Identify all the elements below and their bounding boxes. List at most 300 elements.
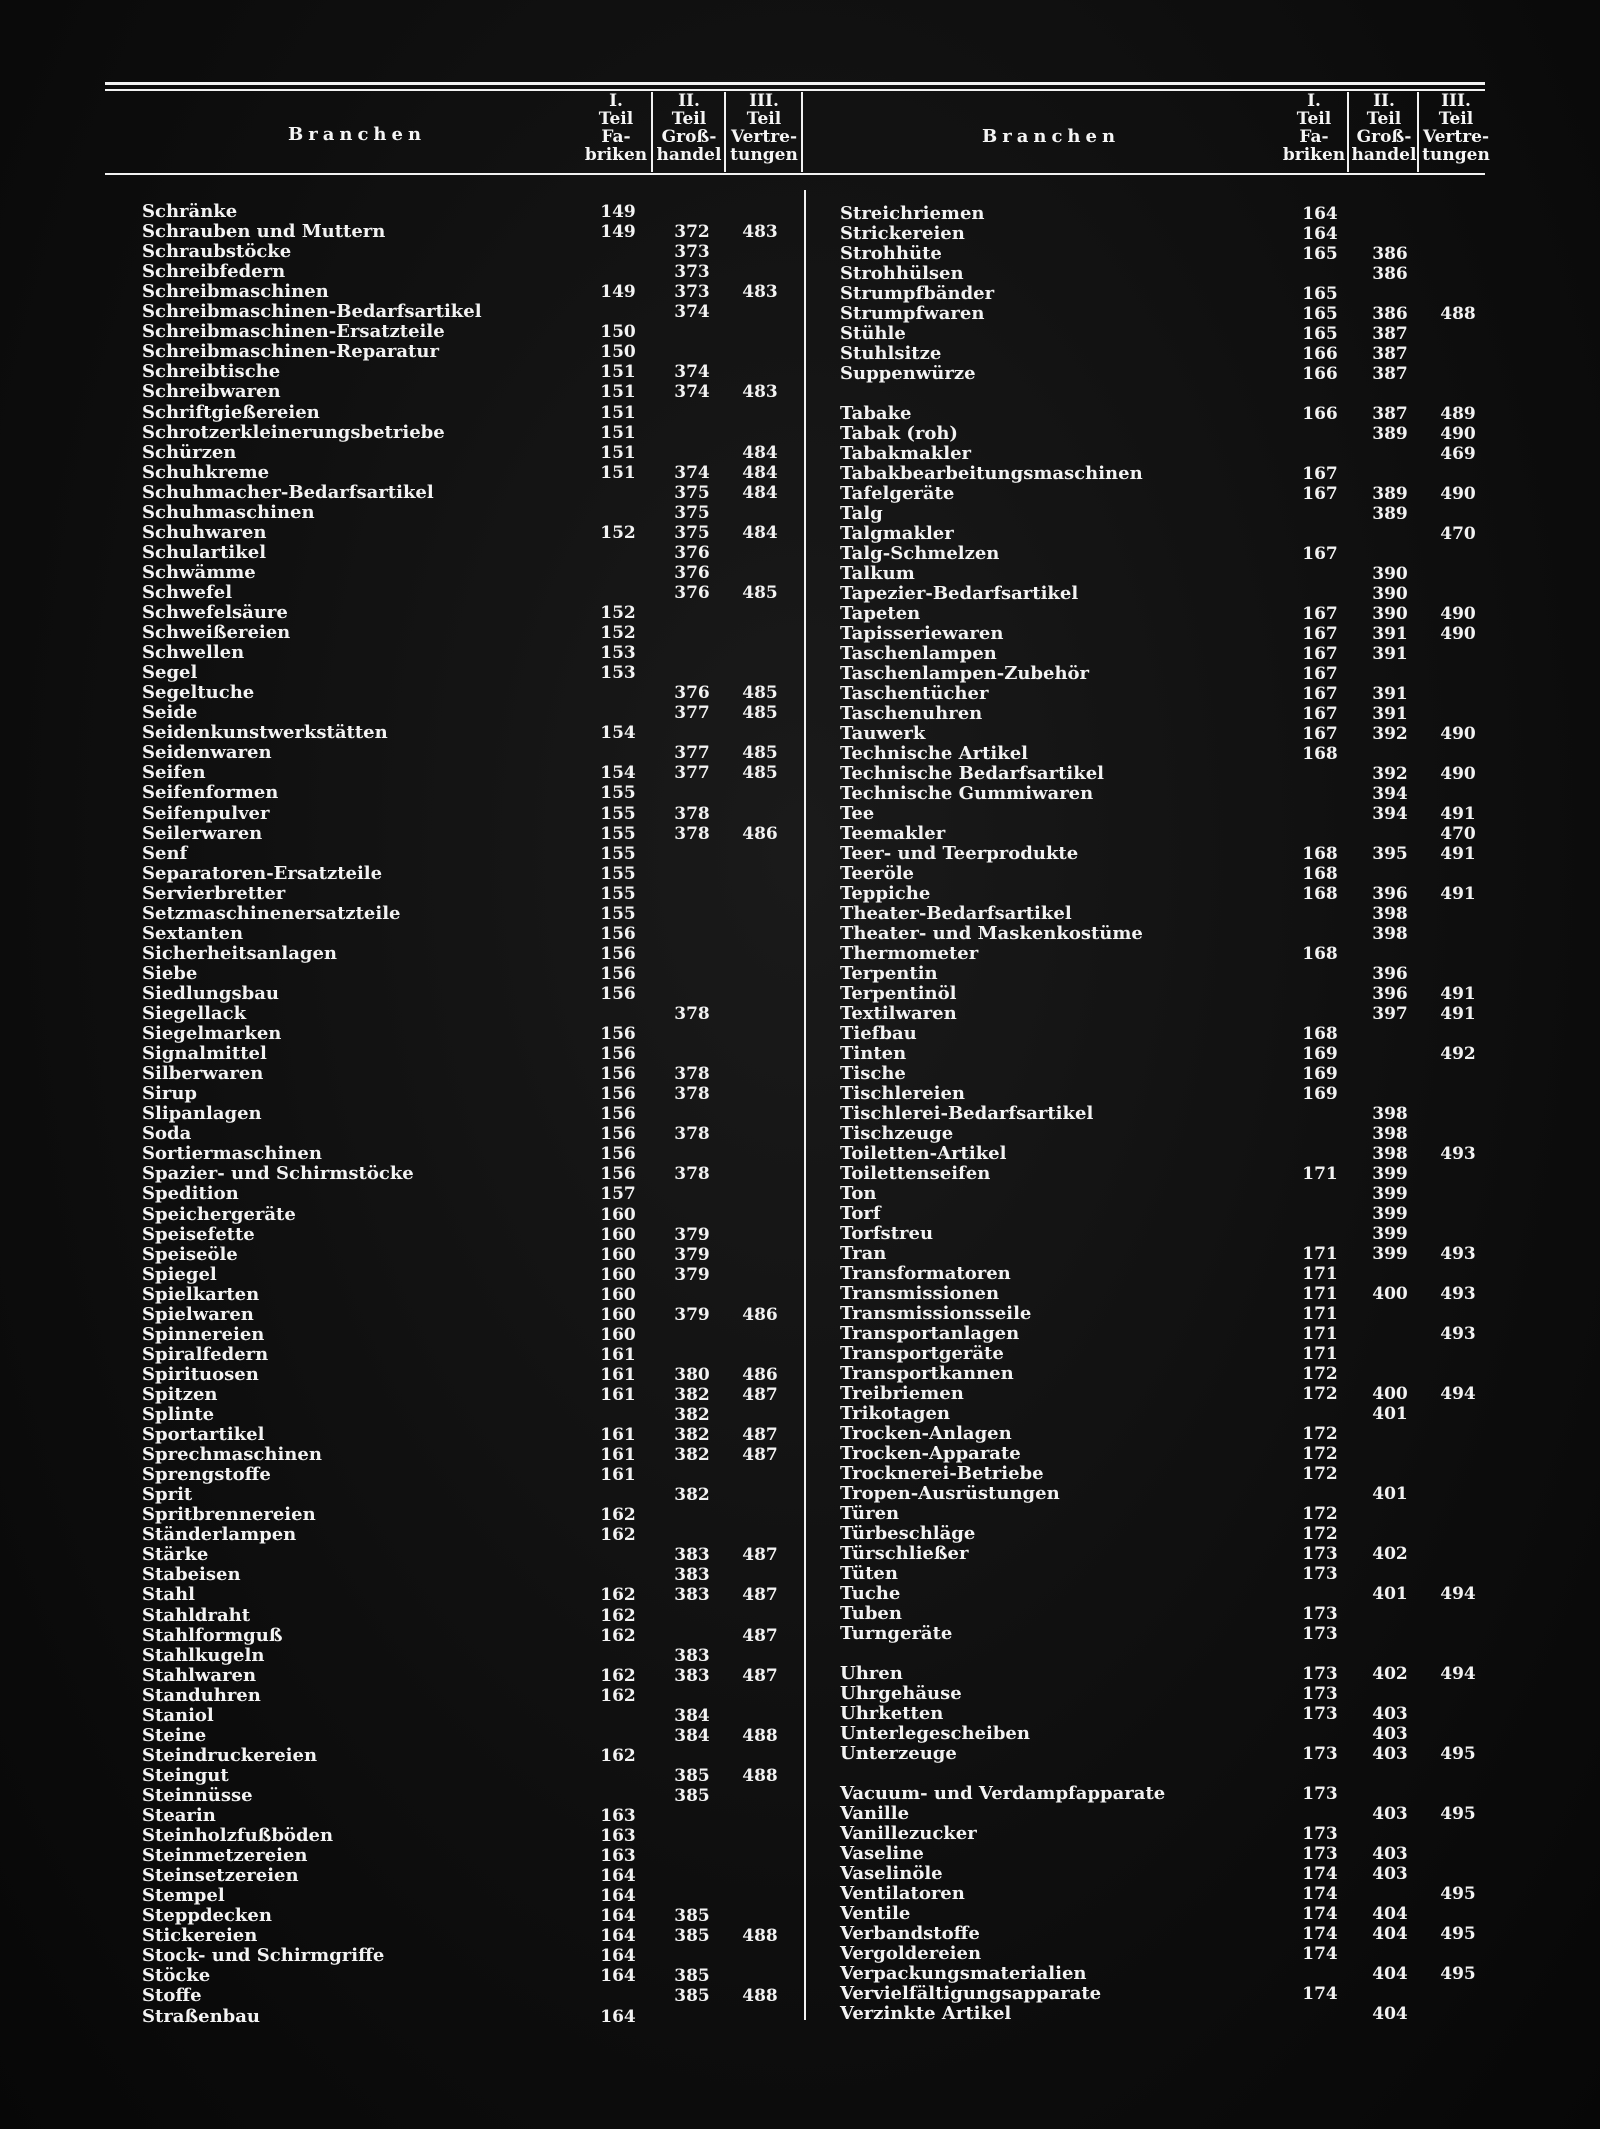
entry-teil-1-page: 168 <box>1302 1024 1338 1044</box>
entry-name: Vaselinöle <box>840 1863 943 1884</box>
entry-name: Taschenlampen <box>840 643 997 664</box>
entry-name: Strohhüte <box>840 243 942 264</box>
entry-teil-2-page: 396 <box>1372 984 1408 1004</box>
index-entry <box>142 884 922 904</box>
entry-teil-2-page: 386 <box>1372 244 1408 264</box>
entry-name: Talg-Schmelzen <box>840 543 1000 564</box>
index-entry <box>840 1444 1600 1464</box>
index-entry <box>142 1084 922 1104</box>
entry-name: Ton <box>840 1183 877 1204</box>
entry-teil-1-page: 162 <box>600 1605 636 1626</box>
entry-name: Torf <box>840 1203 881 1224</box>
entry-name: Schreibtische <box>142 361 281 383</box>
entry-teil-2-page: 378 <box>674 1164 710 1185</box>
entry-teil-3-page: 470 <box>1440 824 1476 844</box>
index-entry <box>142 603 922 623</box>
entry-teil-2-page: 391 <box>1372 644 1408 664</box>
entry-name: Sextanten <box>142 922 244 944</box>
index-entry <box>840 1004 1600 1024</box>
index-entry <box>142 302 922 322</box>
entry-teil-1-page: 172 <box>1302 1424 1338 1444</box>
entry-name: Teemakler <box>840 823 946 844</box>
index-entry <box>142 1866 922 1886</box>
entry-name: Schuhwaren <box>142 521 267 543</box>
entry-teil-2-page: 374 <box>674 462 710 483</box>
index-entry <box>142 1706 922 1726</box>
entry-teil-2-page: 378 <box>674 1124 710 1145</box>
entry-teil-2-page: 400 <box>1372 1384 1408 1404</box>
entry-teil-1-page: 160 <box>600 1264 636 1285</box>
entry-teil-1-page: 173 <box>1302 1564 1338 1584</box>
index-entry <box>142 1505 922 1525</box>
entry-name: Vanillezucker <box>840 1823 977 1844</box>
index-entry <box>840 384 1600 404</box>
index-entry <box>142 322 922 342</box>
index-entry <box>142 222 922 242</box>
index-entry <box>142 1826 922 1846</box>
entry-teil-1-page: 174 <box>1302 1924 1338 1944</box>
index-entry <box>142 824 922 844</box>
entry-name: Tiefbau <box>840 1023 917 1044</box>
entry-name: Seidenkunstwerkstätten <box>142 722 388 744</box>
index-entry <box>840 1264 1600 1284</box>
entry-name: Tropen-Ausrüstungen <box>840 1483 1060 1504</box>
entry-teil-1-page: 167 <box>1302 464 1338 484</box>
index-entry <box>840 2004 1600 2024</box>
entry-teil-2-page: 399 <box>1372 1224 1408 1244</box>
entry-name: Tische <box>840 1063 906 1084</box>
entry-teil-1-page: 154 <box>600 723 636 744</box>
entry-teil-1-page: 152 <box>600 522 636 543</box>
entry-teil-2-page: 382 <box>674 1445 710 1466</box>
entry-teil-1-page: 173 <box>1302 1624 1338 1644</box>
index-entry <box>142 583 922 603</box>
index-entry <box>840 1284 1600 1304</box>
index-entry <box>840 524 1600 544</box>
entry-teil-2-page: 385 <box>674 1785 710 1806</box>
entry-name: Tuche <box>840 1583 901 1604</box>
entry-teil-2-page: 396 <box>1372 964 1408 984</box>
entry-teil-1-page: 162 <box>600 1625 636 1646</box>
index-entry <box>142 663 922 683</box>
entry-teil-2-page: 394 <box>1372 804 1408 824</box>
entry-teil-2-page: 404 <box>1372 1964 1408 1984</box>
entry-name: Schuhmacher-Bedarfsartikel <box>142 481 434 503</box>
entry-teil-1-page: 156 <box>600 1044 636 1065</box>
entry-teil-1-page: 173 <box>1302 1664 1338 1684</box>
entry-teil-1-page: 173 <box>1302 1604 1338 1624</box>
index-entry <box>142 643 922 663</box>
index-entry <box>840 664 1600 684</box>
index-entry <box>840 1824 1600 1844</box>
entry-name: Sprechmaschinen <box>142 1444 322 1466</box>
entry-name: Schwellen <box>142 642 245 664</box>
index-entry <box>142 403 922 423</box>
entry-name: Stempel <box>142 1885 225 1907</box>
entry-name: Schreibmaschinen-Bedarfsartikel <box>142 301 482 323</box>
entry-name: Steine <box>142 1724 207 1746</box>
entry-teil-3-page: 490 <box>1440 624 1476 644</box>
entry-name: Seifenformen <box>142 782 279 804</box>
index-entry <box>840 644 1600 664</box>
index-entry <box>840 1084 1600 1104</box>
index-entry <box>142 2007 922 2027</box>
entry-name: Splinte <box>142 1404 215 1425</box>
entry-teil-1-page: 161 <box>600 1344 636 1365</box>
index-entry <box>840 884 1600 904</box>
entry-name: Tran <box>840 1243 887 1264</box>
index-entry <box>142 1445 922 1465</box>
entry-teil-1-page: 165 <box>1302 324 1338 344</box>
entry-name: Stearin <box>142 1805 216 1826</box>
index-entry <box>840 1344 1600 1364</box>
entry-teil-1-page: 155 <box>600 863 636 884</box>
entry-teil-2-page: 394 <box>1372 784 1408 804</box>
entry-name: Torfstreu <box>840 1223 934 1244</box>
index-entry <box>840 924 1600 944</box>
entry-teil-2-page: 384 <box>674 1725 710 1746</box>
entry-teil-2-page: 397 <box>1372 1004 1408 1024</box>
entry-name: Standuhren <box>142 1684 261 1706</box>
left-col1-header: I. Teil Fa- briken <box>584 91 648 165</box>
index-entry <box>142 1405 922 1425</box>
entry-name: Thermometer <box>840 943 979 964</box>
entry-name: Trocknerei-Betriebe <box>840 1463 1044 1484</box>
entry-teil-1-page: 172 <box>1302 1504 1338 1524</box>
entry-teil-3-page: 490 <box>1440 484 1476 504</box>
left-hdr-divider-3 <box>801 92 803 172</box>
entry-name: Stühle <box>840 323 906 344</box>
entry-teil-1-page: 172 <box>1302 1524 1338 1544</box>
entry-teil-1-page: 171 <box>1302 1304 1338 1324</box>
index-entry <box>142 1104 922 1124</box>
index-entry <box>142 1144 922 1164</box>
entry-teil-2-page: 398 <box>1372 1144 1408 1164</box>
entry-teil-2-page: 379 <box>674 1244 710 1265</box>
entry-teil-1-page: 173 <box>1302 1544 1338 1564</box>
index-entry <box>840 864 1600 884</box>
entry-name: Staniol <box>142 1704 214 1726</box>
entry-teil-1-page: 152 <box>600 623 636 644</box>
index-entry <box>142 262 922 282</box>
index-entry <box>142 864 922 884</box>
entry-name: Straßenbau <box>142 2005 261 2027</box>
entry-name: Strumpfwaren <box>840 303 985 324</box>
entry-name: Tapezier-Bedarfsartikel <box>840 583 1079 604</box>
entry-teil-3-page: 488 <box>742 1765 778 1786</box>
entry-teil-1-page: 162 <box>600 1665 636 1686</box>
entry-teil-1-page: 169 <box>1302 1064 1338 1084</box>
entry-teil-1-page: 171 <box>1302 1344 1338 1364</box>
entry-teil-1-page: 156 <box>600 1024 636 1045</box>
index-entry <box>142 1124 922 1144</box>
entry-teil-1-page: 164 <box>600 1926 636 1947</box>
entry-teil-1-page: 161 <box>600 1465 636 1486</box>
index-entry <box>840 1664 1600 1684</box>
entry-name: Siedlungsbau <box>142 982 279 1004</box>
entry-teil-3-page: 494 <box>1440 1384 1476 1404</box>
entry-name: Technische Artikel <box>840 743 1029 764</box>
index-entry <box>840 964 1600 984</box>
left-col2-header: II. Teil Groß- handel <box>656 91 722 165</box>
index-entry <box>840 1104 1600 1124</box>
entry-teil-2-page: 403 <box>1372 1804 1408 1824</box>
entry-teil-1-page: 166 <box>1302 404 1338 424</box>
entry-name: Schweißereien <box>142 622 291 644</box>
entry-teil-2-page: 387 <box>1372 344 1408 364</box>
entry-teil-2-page: 399 <box>1372 1244 1408 1264</box>
entry-name: Transmissionen <box>840 1283 1000 1304</box>
index-entry <box>840 464 1600 484</box>
entry-teil-2-page: 379 <box>674 1304 710 1325</box>
entry-name: Silberwaren <box>142 1063 264 1085</box>
index-entry <box>840 424 1600 444</box>
entry-name: Schwämme <box>142 561 256 583</box>
entry-name: Schreibwaren <box>142 381 281 403</box>
index-entry <box>840 404 1600 424</box>
index-entry <box>142 783 922 803</box>
entry-name: Transportkannen <box>840 1363 1014 1384</box>
entry-teil-1-page: 167 <box>1302 604 1338 624</box>
entry-name: Uhren <box>840 1663 903 1684</box>
entry-teil-1-page: 152 <box>600 603 636 623</box>
entry-name: Sirup <box>142 1083 197 1105</box>
entry-teil-1-page: 155 <box>600 823 636 844</box>
entry-name: Tabakmakler <box>840 443 972 464</box>
right-col2-header: II. Teil Groß- handel <box>1351 91 1417 165</box>
entry-name: Treibriemen <box>840 1383 964 1404</box>
entry-name: Spirituosen <box>142 1363 259 1385</box>
entry-teil-1-page: 171 <box>1302 1284 1338 1304</box>
entry-teil-3-page: 495 <box>1440 1924 1476 1944</box>
entry-name: Steinholzfußböden <box>142 1825 334 1847</box>
entry-name: Sprengstoffe <box>142 1464 271 1486</box>
entry-name: Verzinkte Artikel <box>840 2003 1012 2024</box>
index-entry <box>142 1004 922 1024</box>
entry-teil-1-page: 163 <box>600 1846 636 1867</box>
index-entry <box>840 984 1600 1004</box>
entry-name: Steindruckereien <box>142 1744 318 1766</box>
index-entry <box>840 1324 1600 1344</box>
entry-name: Türen <box>840 1503 900 1524</box>
entry-teil-2-page: 375 <box>674 522 710 543</box>
index-entry <box>142 1345 922 1365</box>
index-entry <box>840 484 1600 504</box>
entry-teil-3-page: 494 <box>1440 1584 1476 1604</box>
index-entry <box>142 1585 922 1605</box>
entry-teil-1-page: 164 <box>1302 224 1338 244</box>
entry-teil-2-page: 385 <box>674 1906 710 1927</box>
entry-name: Suppenwürze <box>840 363 976 384</box>
entry-name: Transformatoren <box>840 1263 1011 1284</box>
entry-teil-3-page: 485 <box>742 582 778 603</box>
entry-teil-1-page: 166 <box>1302 364 1338 384</box>
entry-teil-1-page: 173 <box>1302 1784 1338 1804</box>
entry-teil-3-page: 489 <box>1440 404 1476 424</box>
entry-teil-1-page: 156 <box>600 1104 636 1125</box>
entry-name: Tabakbearbeitungsmaschinen <box>840 463 1143 484</box>
entry-teil-2-page: 380 <box>674 1364 710 1385</box>
index-entry <box>840 544 1600 564</box>
index-entry <box>840 1124 1600 1144</box>
index-entry <box>142 523 922 543</box>
index-entry <box>142 1803 922 1826</box>
index-entry <box>142 282 922 302</box>
entry-teil-1-page: 168 <box>1302 864 1338 884</box>
entry-teil-2-page: 403 <box>1372 1864 1408 1884</box>
entry-name: Schreibmaschinen <box>142 281 329 303</box>
entry-teil-1-page: 160 <box>600 1304 636 1325</box>
entry-name: Türschließer <box>840 1543 969 1564</box>
entry-teil-1-page: 155 <box>600 843 636 864</box>
entry-teil-1-page: 156 <box>600 1064 636 1085</box>
entry-teil-3-page: 491 <box>1440 884 1476 904</box>
entry-name: Signalmittel <box>142 1043 267 1065</box>
entry-name: Transmissionsseile <box>840 1303 1032 1324</box>
entry-teil-3-page: 491 <box>1440 984 1476 1004</box>
entry-teil-2-page: 383 <box>674 1645 710 1666</box>
entry-teil-2-page: 390 <box>1372 584 1408 604</box>
entry-name: Schraubstöcke <box>142 241 292 263</box>
index-entry <box>142 1646 922 1666</box>
entry-teil-2-page: 400 <box>1372 1284 1408 1304</box>
index-entry <box>840 1864 1600 1884</box>
index-entry <box>840 1524 1600 1544</box>
entry-teil-2-page: 391 <box>1372 684 1408 704</box>
entry-teil-3-page: 487 <box>742 1545 778 1566</box>
entry-teil-2-page: 378 <box>674 823 710 844</box>
entry-teil-1-page: 172 <box>1302 1444 1338 1464</box>
index-entry <box>840 1384 1600 1404</box>
entry-name: Vaseline <box>840 1843 924 1864</box>
index-entry <box>840 1224 1600 1244</box>
entry-teil-1-page: 168 <box>1302 944 1338 964</box>
index-entry <box>142 1545 922 1565</box>
entry-teil-1-page: 149 <box>600 222 636 243</box>
entry-teil-1-page: 161 <box>600 1425 636 1446</box>
index-entry <box>142 1966 922 1986</box>
entry-name: Terpentin <box>840 963 938 984</box>
entry-name: Steinmetzereien <box>142 1845 308 1867</box>
entry-name: Segel <box>142 662 198 684</box>
entry-name: Sicherheitsanlagen <box>142 942 338 964</box>
index-entry <box>840 1704 1600 1724</box>
index-entry <box>142 543 922 563</box>
entry-teil-3-page: 494 <box>1440 1664 1476 1684</box>
entry-name: Siegellack <box>142 1003 247 1024</box>
entry-teil-3-page: 485 <box>742 763 778 784</box>
entry-teil-3-page: 486 <box>742 1304 778 1325</box>
entry-teil-2-page: 390 <box>1372 564 1408 584</box>
entry-name: Seide <box>142 702 198 724</box>
index-entry <box>840 1564 1600 1584</box>
entry-teil-2-page: 389 <box>1372 504 1408 524</box>
index-entry <box>840 684 1600 704</box>
index-entry <box>840 1244 1600 1264</box>
entry-teil-1-page: 161 <box>600 1445 636 1466</box>
entry-name: Tee <box>840 803 875 824</box>
top-rule <box>105 82 1485 85</box>
entry-teil-1-page: 150 <box>600 342 636 363</box>
entry-name: Stuhlsitze <box>840 343 942 364</box>
entry-name: Schwefel <box>142 581 233 603</box>
entry-name: Servierbretter <box>142 882 286 904</box>
entry-name: Stöcke <box>142 1965 211 1987</box>
index-entry <box>840 1404 1600 1424</box>
entry-name: Schürzen <box>142 441 237 463</box>
index-entry <box>840 504 1600 524</box>
entry-name: Schriftgießereien <box>142 401 320 423</box>
entry-teil-2-page: 383 <box>674 1565 710 1586</box>
entry-teil-1-page: 156 <box>600 943 636 964</box>
index-entry <box>142 1365 922 1385</box>
entry-name: Turngeräte <box>840 1623 953 1644</box>
entry-teil-1-page: 164 <box>1302 204 1338 224</box>
entry-teil-2-page: 382 <box>674 1485 710 1506</box>
entry-teil-2-page: 377 <box>674 703 710 724</box>
index-entry <box>142 1686 922 1706</box>
entry-name: Stickereien <box>142 1925 258 1947</box>
entry-name: Vergoldereien <box>840 1943 982 1964</box>
index-entry <box>142 202 922 222</box>
index-entry <box>142 1325 922 1345</box>
index-entry <box>840 824 1600 844</box>
entry-name: Stahlformguß <box>142 1624 283 1646</box>
index-entry <box>142 703 922 723</box>
left-branchen-header: Branchen <box>288 124 427 145</box>
entry-name: Tabak (roh) <box>840 423 958 444</box>
entry-teil-3-page: 490 <box>1440 764 1476 784</box>
index-entry <box>142 1726 922 1746</box>
entry-name: Schränke <box>142 201 238 222</box>
index-entry <box>142 1786 922 1806</box>
entry-teil-2-page: 385 <box>674 1986 710 2007</box>
index-entry <box>840 1484 1600 1504</box>
entry-name: Steppdecken <box>142 1905 272 1927</box>
entry-name: Talgmakler <box>840 523 954 544</box>
entry-teil-1-page: 163 <box>600 1806 636 1826</box>
entry-teil-1-page: 165 <box>1302 304 1338 324</box>
entry-teil-3-page: 491 <box>1440 844 1476 864</box>
index-entry <box>840 804 1600 824</box>
entry-teil-1-page: 151 <box>600 362 636 383</box>
entry-teil-2-page: 398 <box>1372 904 1408 924</box>
index-entry <box>142 743 922 763</box>
entry-teil-2-page: 395 <box>1372 844 1408 864</box>
entry-teil-2-page: 378 <box>674 1084 710 1105</box>
index-entry <box>142 1225 922 1245</box>
entry-teil-3-page: 484 <box>742 462 778 483</box>
entry-teil-2-page: 398 <box>1372 1124 1408 1144</box>
entry-name: Tapeten <box>840 603 921 624</box>
entry-teil-2-page: 403 <box>1372 1724 1408 1744</box>
index-entry <box>142 382 922 402</box>
entry-teil-1-page: 164 <box>600 1906 636 1927</box>
entry-teil-2-page: 383 <box>674 1585 710 1606</box>
entry-teil-3-page: 487 <box>742 1425 778 1446</box>
entry-teil-1-page: 167 <box>1302 664 1338 684</box>
entry-teil-2-page: 402 <box>1372 1664 1408 1684</box>
entry-teil-1-page: 174 <box>1302 1944 1338 1964</box>
index-entry <box>142 1265 922 1285</box>
entry-teil-3-page: 484 <box>742 482 778 503</box>
index-entry <box>142 944 922 964</box>
entry-teil-1-page: 151 <box>600 422 636 443</box>
entry-name: Türbeschläge <box>840 1523 976 1544</box>
entry-name: Segeltuche <box>142 682 255 704</box>
index-entry <box>142 423 922 443</box>
entry-teil-1-page: 172 <box>1302 1384 1338 1404</box>
